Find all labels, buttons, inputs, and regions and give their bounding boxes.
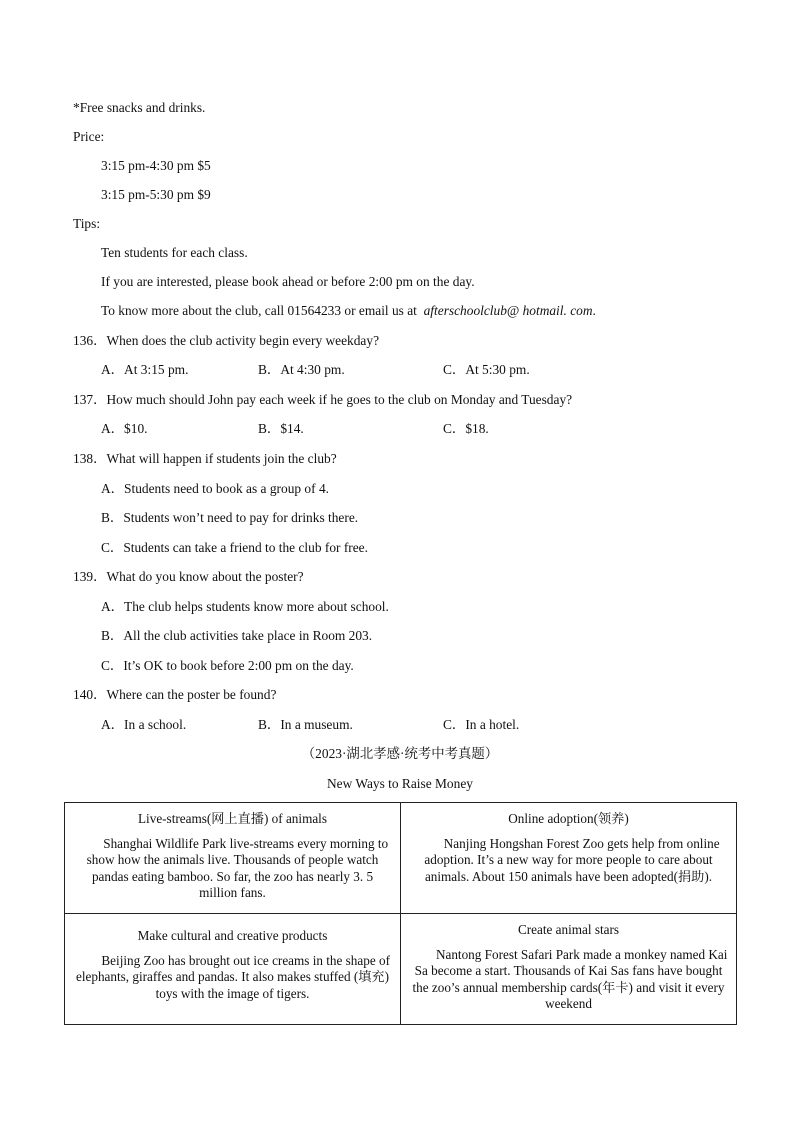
price-line-1: 3:15 pm-4:30 pm $5: [101, 158, 211, 173]
table-cell-online-adoption: [401, 803, 737, 914]
question-139-option-c: C．It’s OK to book before 2:00 pm on the day.: [101, 658, 354, 673]
table-cell-creative-products: [65, 914, 401, 1025]
cell-body: Shanghai Wildlife Park live-streams every morning to show how the animals live. Thousands of people watch pandas eating bamboo. So far, the zoo has nearly 3. 5 million fans.: [86, 835, 389, 900]
email-address: afterschoolclub@ hotmail. com: [423, 303, 593, 318]
cell-heading: Create animal stars: [517, 922, 620, 937]
tip-line-3: [101, 303, 596, 319]
question-137-option-b: B．$14.: [258, 421, 304, 436]
cell-body: Beijing Zoo has brought out ice creams in the shape of elephants, giraffes and pandas. It also makes stuffed (填充) toys with the image of tigers.: [76, 952, 390, 1001]
cell-body: Nanjing Hongshan Forest Zoo gets help from online adoption. It’s a new way for more people to care about animals. About 150 animals have been adopted(捐助).: [424, 835, 720, 884]
question-140-option-b: B．In a museum.: [258, 717, 353, 732]
price-label: Price:: [73, 129, 105, 144]
cell-heading: Live-streams(网上直播) of animals: [138, 811, 327, 826]
question-137-option-a: A．$10.: [101, 421, 148, 436]
question-137-option-c: C．$18.: [443, 421, 489, 436]
question-136-stem: 136．When does the club activity begin every weekday?: [73, 333, 380, 348]
table-cell-live-streams: [65, 803, 401, 914]
question-139-stem: 139．What do you know about the poster?: [73, 569, 304, 584]
question-139-option-a: A．The club helps students know more about school.: [101, 599, 389, 614]
tip-line-2: If you are interested, please book ahead or before 2:00 pm on the day.: [101, 274, 475, 289]
tip-line-1: Ten students for each class.: [101, 245, 248, 260]
question-140-stem: 140．Where can the poster be found?: [73, 687, 277, 702]
question-137-stem: 137．How much should John pay each week if he goes to the club on Monday and Tuesday?: [73, 392, 573, 407]
question-139-option-b: B．All the club activities take place in Room 203.: [101, 628, 373, 643]
source-note: （2023·湖北孝感·统考中考真题）: [301, 746, 499, 761]
price-line-2: 3:15 pm-5:30 pm $9: [101, 187, 211, 202]
question-140-option-a: A．In a school.: [101, 717, 187, 732]
question-140-option-c: C．In a hotel.: [443, 717, 520, 732]
question-138-option-b: B．Students won’t need to pay for drinks there.: [101, 510, 359, 525]
ways-table: [64, 802, 737, 1025]
tips-label: Tips:: [73, 216, 101, 231]
passage-title: New Ways to Raise Money: [327, 776, 473, 791]
tip-line-3-end: .: [592, 303, 596, 318]
tip-line-3-text: To know more about the club, call 01564233 or email us at: [101, 303, 417, 318]
cell-heading: Online adoption(领养): [508, 811, 629, 826]
table-cell-animal-stars: [401, 914, 737, 1025]
question-138-stem: 138．What will happen if students join the club?: [73, 451, 337, 466]
question-138-option-a: A．Students need to book as a group of 4.: [101, 481, 329, 496]
question-136-option-c: C．At 5:30 pm.: [443, 362, 530, 377]
cell-heading: Make cultural and creative products: [137, 928, 328, 943]
cell-body: Nantong Forest Safari Park made a monkey named Kai Sa become a start. Thousands of Kai Sas fans have bought the zoo’s annual membership cards(年卡) and visit it every weekend: [412, 946, 728, 1011]
question-136-option-b: B．At 4:30 pm.: [258, 362, 345, 377]
question-138-option-c: C．Students can take a friend to the club for free.: [101, 540, 368, 555]
question-136-option-a: A．At 3:15 pm.: [101, 362, 189, 377]
poster-line-free-snacks: *Free snacks and drinks.: [73, 100, 206, 115]
